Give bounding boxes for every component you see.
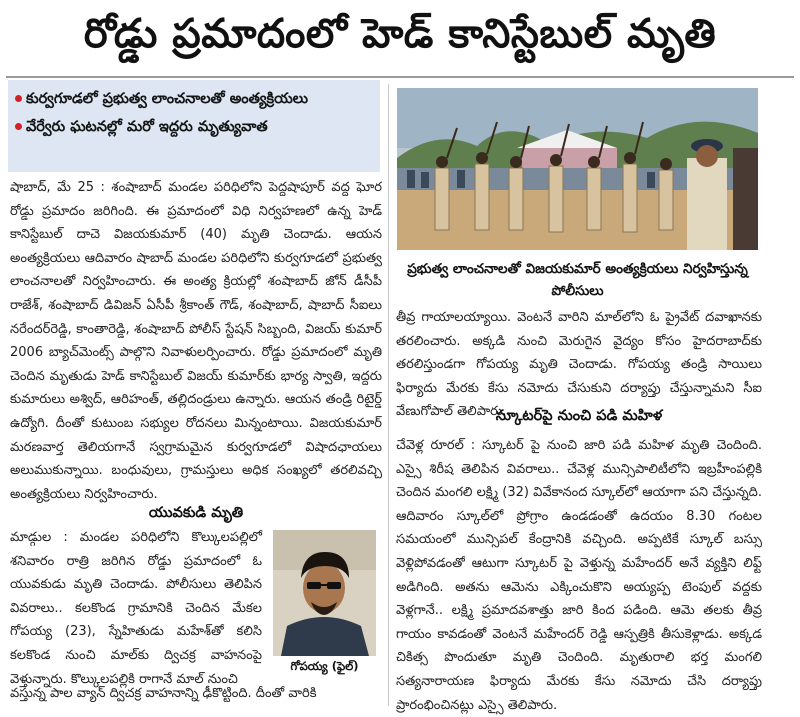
portrait-caption: గోపయ్య (ఫైల్)	[290, 659, 359, 673]
bullet-icon	[15, 123, 22, 130]
story2-column-end	[10, 682, 382, 706]
column-divider	[388, 84, 389, 706]
highlight-text: కుర్వగూడలో ప్రభుత్వ లాంచనాలతో అంత్యక్రియలు	[26, 91, 309, 107]
story2-continued: తీవ్ర గాయాలయ్యాయి. వెంటనే వారిని మాల్‌లోని ఓ ప్రైవేట్ దవాఖానకు తరలించారు. అక్కడి నుంచి మెరుగైన వైద్యం కోసం హైదరాబాద్‌కు తరలిస్తుండగా గోపయ్య మృతి చెందాడు. గోపయ్య తండ్రి సాయిలు ఫిర్యాదు మేరకు కేసు నమోదు చేసుకుని దర్యాప్తు చేస్తున్నామని సీఐ వేణుగోపాల్ తెలిపారు.	[396, 310, 762, 420]
highlights-box	[8, 80, 380, 172]
story3-column	[396, 434, 762, 717]
headline: రోడ్డు ప్రమాదంలో హెడ్ కానిస్టేబుల్ మృతి	[83, 11, 717, 57]
story2-heading: యువకుడి మృతి	[148, 505, 244, 521]
right-column	[396, 306, 762, 424]
funeral-parade-image	[397, 88, 758, 250]
story3-heading: స్కూటర్‌పై నుంచి పడి మహిళ	[495, 408, 663, 424]
highlight-item	[26, 88, 370, 110]
main-photo	[397, 88, 758, 250]
bullet-icon	[15, 95, 22, 102]
headline-rule	[6, 76, 794, 78]
main-photo-caption: ప్రభుత్వ లాంచనాలతో విజయకుమార్ అంత్యక్రియలు నిర్వహిస్తున్న పోలీసులు	[407, 261, 748, 299]
story3-body: చేవెళ్ల రూరల్ : స్కూటర్ పై నుంచి జారి పడి మహిళ మృతి చెందింది. ఎస్సై శిరీష తెలిపిన వివరాలు.. చేవెళ్ల మున్సిపాలిటీలోని ఇబ్రహీంపల్లికి చెందిన మంగలి లక్ష్మి (32) వివేకానంద స్కూల్‌లో ఆయాగా పని చేస్తున్నది. ఆదివారం స్కూల్‌లో ప్రోగ్రాం ఉండడంతో ఉదయం 8.30 గంటల సమయంలో మున్సిపల్ కేంద్రానికి వచ్చింది. అప్పటికే స్కూల్ బస్సు వెళ్లిపోవడంతో ఆటుగా స్కూటర్ పై వెళ్తున్న మహేందర్ అనే వ్యక్తిని లిఫ్ట్ అడిగింది. అతను ఆమెను ఎక్కించుకొని అయ్యప్ప టెంపుల్ వద్దకు వెళ్లగానే.. లక్ష్మి ప్రమాదవశాత్తు జారి కింద పడింది. ఆమె తలకు తీవ్ర గాయం కావడంతో వెంటనే మహేందర్ రెడ్డి ఆస్పత్రికి తీసుకెళ్లాడు. అక్కడ చికిత్స పొందుతూ మృతి చెందింది. మృతురాలి భర్త మంగలి సత్యనారాయణ ఫిర్యాదు మేరకు కేసు నమోదు చేసి దర్యాప్తు ప్రారంభించినట్లు ఎస్సై తెలిపారు.	[396, 438, 762, 713]
portrait-image	[273, 530, 376, 656]
portrait-photo	[273, 530, 376, 656]
story2-body: మాడ్గుల : మండల పరిధిలోని కొల్కులపల్లిలో శనివారం రాత్రి జరిగిన రోడ్డు ప్రమాదంలో ఓ యువకుడు మృతి చెందాడు. పోలీసులు తెలిపిన వివరాలు.. కలకొండ గ్రామానికి చెందిన మేకల గోపయ్య (23), స్నేహితుడు మహేశ్‌తో కలిసి కలకొండ నుంచి మాల్‌కు ద్విచక్ర వాహనంపై వెళ్తున్నారు. కొల్కులపల్లికి రాగానే మాల్ నుంచి	[10, 530, 262, 687]
story2-body-end: వస్తున్న పాల వ్యాన్ ద్విచక్ర వాహనాన్ని ఢీకొట్టింది. దీంతో వారికి	[10, 686, 317, 701]
main-story-body: షాబాద్, మే 25 : శంషాబాద్ మండల పరిధిలోని పెద్దషాపూర్ వద్ద ఘోర రోడ్డు ప్రమాదం జరిగింది. ఈ ప్రమాదంలో విధి నిర్వహణలో ఉన్న హెడ్ కానిస్టేబుల్ దాచె విజయకుమార్ (40) మృతి చెందాడు. ఆయన అంత్యక్రియలు ఆదివారం షాబాద్ మండల పరిధిలోని కుర్వగూడలో ప్రభుత్వ లాంచనాలతో నిర్వహించారు. ఈ అంత్య క్రియల్లో శంషాబాద్ జోన్ డీసీపీ రాజేశ్, శంషాబాద్ డివిజన్ ఏసీపీ శ్రీకాంత్ గౌడ్, శంషాబాద్, షాబాద్ సీఐలు నరేందర్‌రెడ్డి, కాంతారెడ్డి, శంషాబాద్ పోలీస్ స్టేషన్ సిబ్బంది, విజయ్ కుమార్ 2006 బ్యాచ్‌మెంట్స్ పాల్గొని నివాళులర్పించారు. రోడ్డు ప్రమాదంలో మృతి చెందిన మృతుడు హెడ్ కానిస్టేబుల్ విజయ్ కుమార్‌కు భార్య స్వాతి, ఇద్దరు కుమారులు అశ్విద్, ఆరిహంత్, తల్లిదండ్రులు ఉన్నారు. ఆయన తండ్రి రిటైర్డ్ ఉద్యోగి. దీంతో కుటుంబ సభ్యుల రోదనలు మిన్నంటాయి. విజయకుమార్ మరణవార్త తెలియగానే స్వగ్రామమైన కుర్వగూడలో విషాదఛాయలు అలుముకున్నాయి. బంధువులు, గ్రామస్తులు అధిక సంఖ్యలో తరలివచ్చి అంత్యక్రియలు నిర్వహించారు.	[10, 180, 382, 502]
story2-column	[10, 526, 262, 691]
highlight-text: వేర్వేరు ఘటనల్లో మరో ఇద్దరు మృత్యువాత	[26, 119, 268, 135]
main-story	[10, 176, 382, 506]
highlight-item	[26, 116, 370, 138]
